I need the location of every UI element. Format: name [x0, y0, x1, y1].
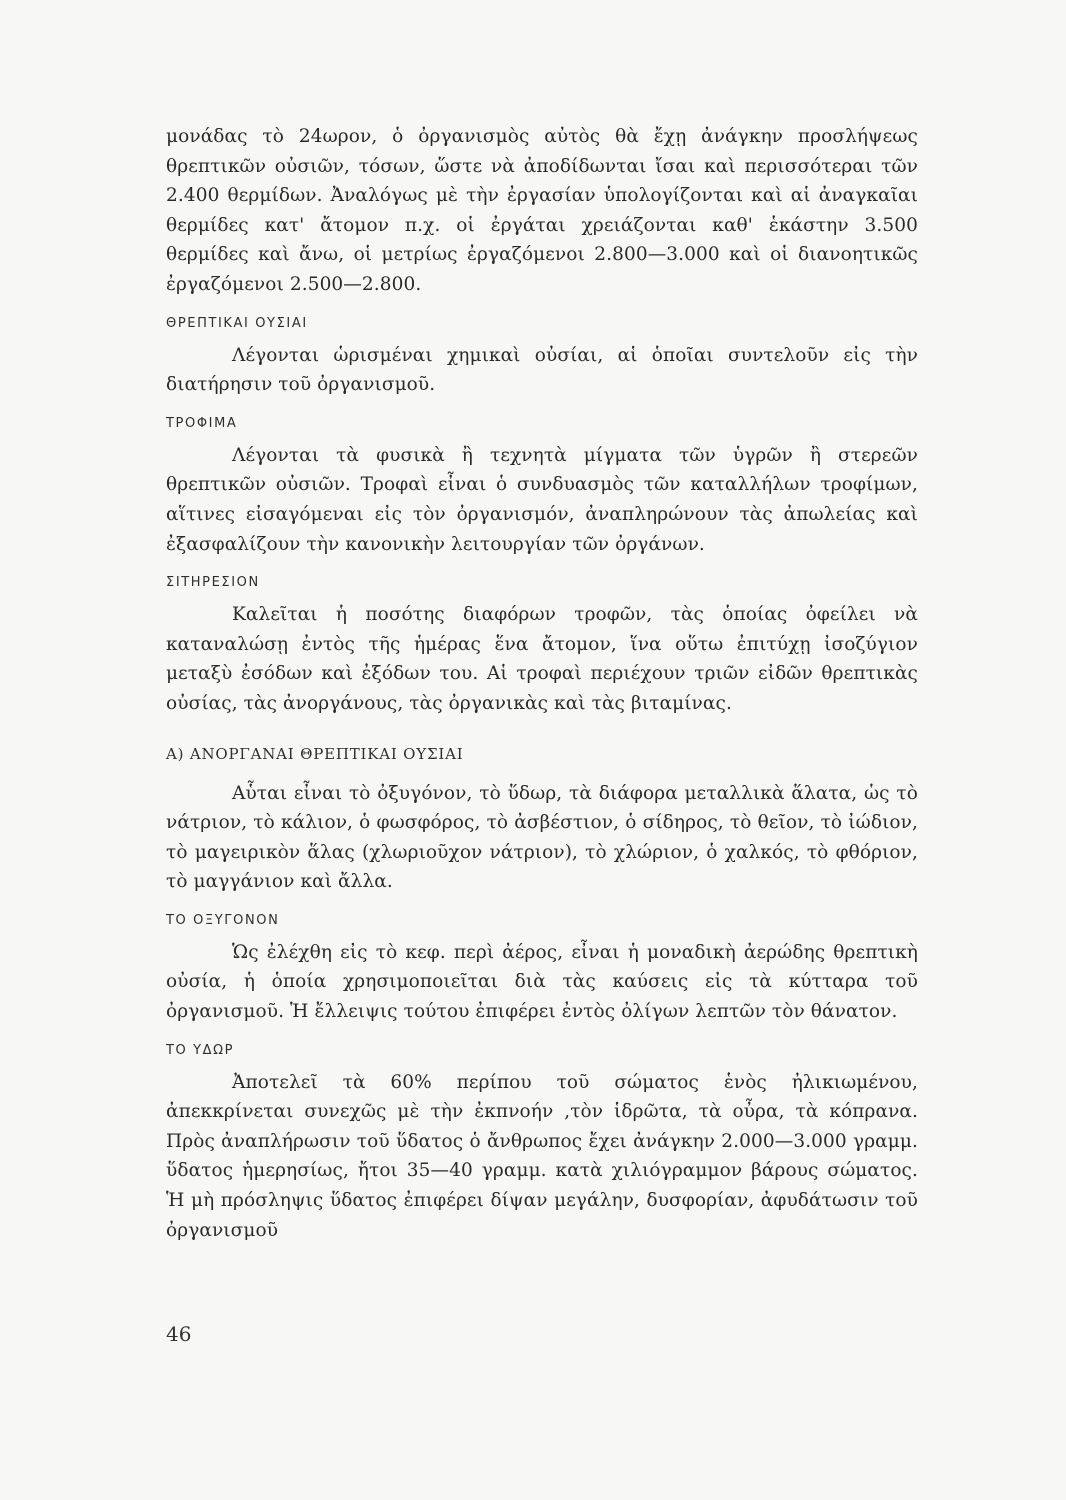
paragraph-ration: Καλεῖται ἡ ποσότης διαφόρων τροφῶν, τὰς ὁποίας ὀφείλει νὰ καταναλώσῃ ἐντὸς τῆς ἡμέρας ἕνα ἄτομον, ἵνα οὕτω ἐπιτύχῃ ἰσοζύγιον μεταξὺ ἐσόδων καὶ ἐξόδων του. Αἱ τροφαὶ περιέχουν τριῶν εἰδῶν θρεπτικὰς οὐσίας, τὰς ἀνοργάνους, τὰς ὀργανικὰς καὶ τὰς βιταμίνας.	[166, 604, 918, 714]
paragraph-inorganic-nutrients: Αὗται εἶναι τὸ ὀξυγόνον, τὸ ὕδωρ, τὰ διάφορα μεταλλικὰ ἅλατα, ὡς τὸ νάτριον, τὸ κάλιον, ὁ φωσφόρος, τὸ ἀσβέστιον, ὁ σίδηρος, τὸ θεῖον, τὸ ἰώδιον, τὸ μαγειρικὸν ἅλας (χλωριοῦχον νάτριον), τὸ χλώριον, ὁ χαλκός, τὸ φθόριον, τὸ μαγγάνιον καὶ ἄλλα.	[166, 782, 918, 893]
paragraph-water: Ἀποτελεῖ τὰ 60% περίπου τοῦ σώματος ἑνὸς ἠλικιωμένου, ἀπεκκρίνεται συνεχῶς μὲ τὴν ἐκπνοήν ,τὸν ἱδρῶτα, τὰ οὖρα, τὰ κόπρανα. Πρὸς ἀναπλήρωσιν τοῦ ὕδατος ὁ ἄνθρωπος ἔχει ἀνάγκην 2.000—3.000 γραμμ. ὕδατος ἡμερησίως, ἤτοι 35—40 γραμμ. κατὰ χιλιόγραμμον βάρους σώματος. Ἡ μὴ πρόσληψις ὕδατος ἐπιφέρει δίψαν μεγάλην, δυσφορίαν, ἀφυδάτωσιν τοῦ ὀργανισμοῦ	[166, 1071, 918, 1241]
heading-nutrients: ΘΡΕΠΤΙΚΑΙ ΟΥΣΙΑΙ	[166, 315, 308, 331]
heading-foods: ΤΡΟΦΙΜΑ	[166, 415, 238, 431]
paragraph-nutrients: Λέγονται ὡρισμέναι χημικαὶ οὐσίαι, αἱ ὁποῖαι συντελοῦν εἰς τὴν διατήρησιν τοῦ ὀργανισμοῦ.	[166, 344, 918, 396]
heading-ration: ΣΙΤΗΡΕΣΙΟΝ	[166, 575, 260, 591]
paragraph-oxygen: Ὡς ἐλέχθη εἰς τὸ κεφ. περὶ ἀέρος, εἶναι ἡ μοναδικὴ ἀερώδης θρεπτικὴ οὐσία, ἡ ὁποία χρησιμοποιεῖται διὰ τὰς καύσεις εἰς τὰ κύτταρα τοῦ ὀργανισμοῦ. Ἡ ἔλλειψις τούτου ἐπιφέρει ἐντὸς ὀλίγων λεπτῶν τὸν θάνατον.	[166, 941, 918, 1023]
paragraph-calories: μονάδας τὸ 24ωρον, ὁ ὀργανισμὸς αὐτὸς θὰ ἔχῃ ἀνάγκην προσλήψεως θρεπτικῶν οὐσιῶν, τόσων, ὥστε νὰ ἀποδίδωνται ἴσαι καὶ περισσότεραι τῶν 2.400 θερμίδων. Ἀναλόγως μὲ τὴν ἐργασίαν ὑπολογίζονται καὶ αἱ ἀναγκαῖαι θερμίδες κατ' ἄτομον π.χ. οἱ ἐργάται χρειάζονται καθ' ἑκάστην 3.500 θερμίδες καὶ ἄνω, οἱ μετρίως ἐργαζόμενοι 2.800—3.000 καὶ οἱ διανοητικῶς ἐργαζόμενοι 2.500—2.800.	[166, 126, 918, 295]
heading-water: ΤΟ ΥΔΩΡ	[166, 1042, 235, 1058]
page-number: 46	[166, 1322, 192, 1346]
heading-oxygen: ΤΟ ΟΞΥΓΟΝΟΝ	[166, 912, 280, 928]
page-content	[166, 122, 918, 1245]
heading-inorganic-nutrients: Α) ΑΝΟΡΓΑΝΑΙ ΘΡΕΠΤΙΚΑΙ ΟΥΣΙΑΙ	[166, 744, 464, 763]
paragraph-foods: Λέγονται τὰ φυσικὰ ἢ τεχνητὰ μίγματα τῶν ὑγρῶν ἢ στερεῶν θρεπτικῶν οὐσιῶν. Τροφαὶ εἶναι ὁ συνδυασμὸς τῶν καταλλήλων τροφίμων, αἵτινες εἰσαγόμεναι εἰς τὸν ὀργανισμόν, ἀναπληρώνουν τὰς ἀπωλείας καὶ ἐξασφαλίζουν τὴν κανονικὴν λειτουργίαν τῶν ὀργάνων.	[166, 444, 918, 555]
